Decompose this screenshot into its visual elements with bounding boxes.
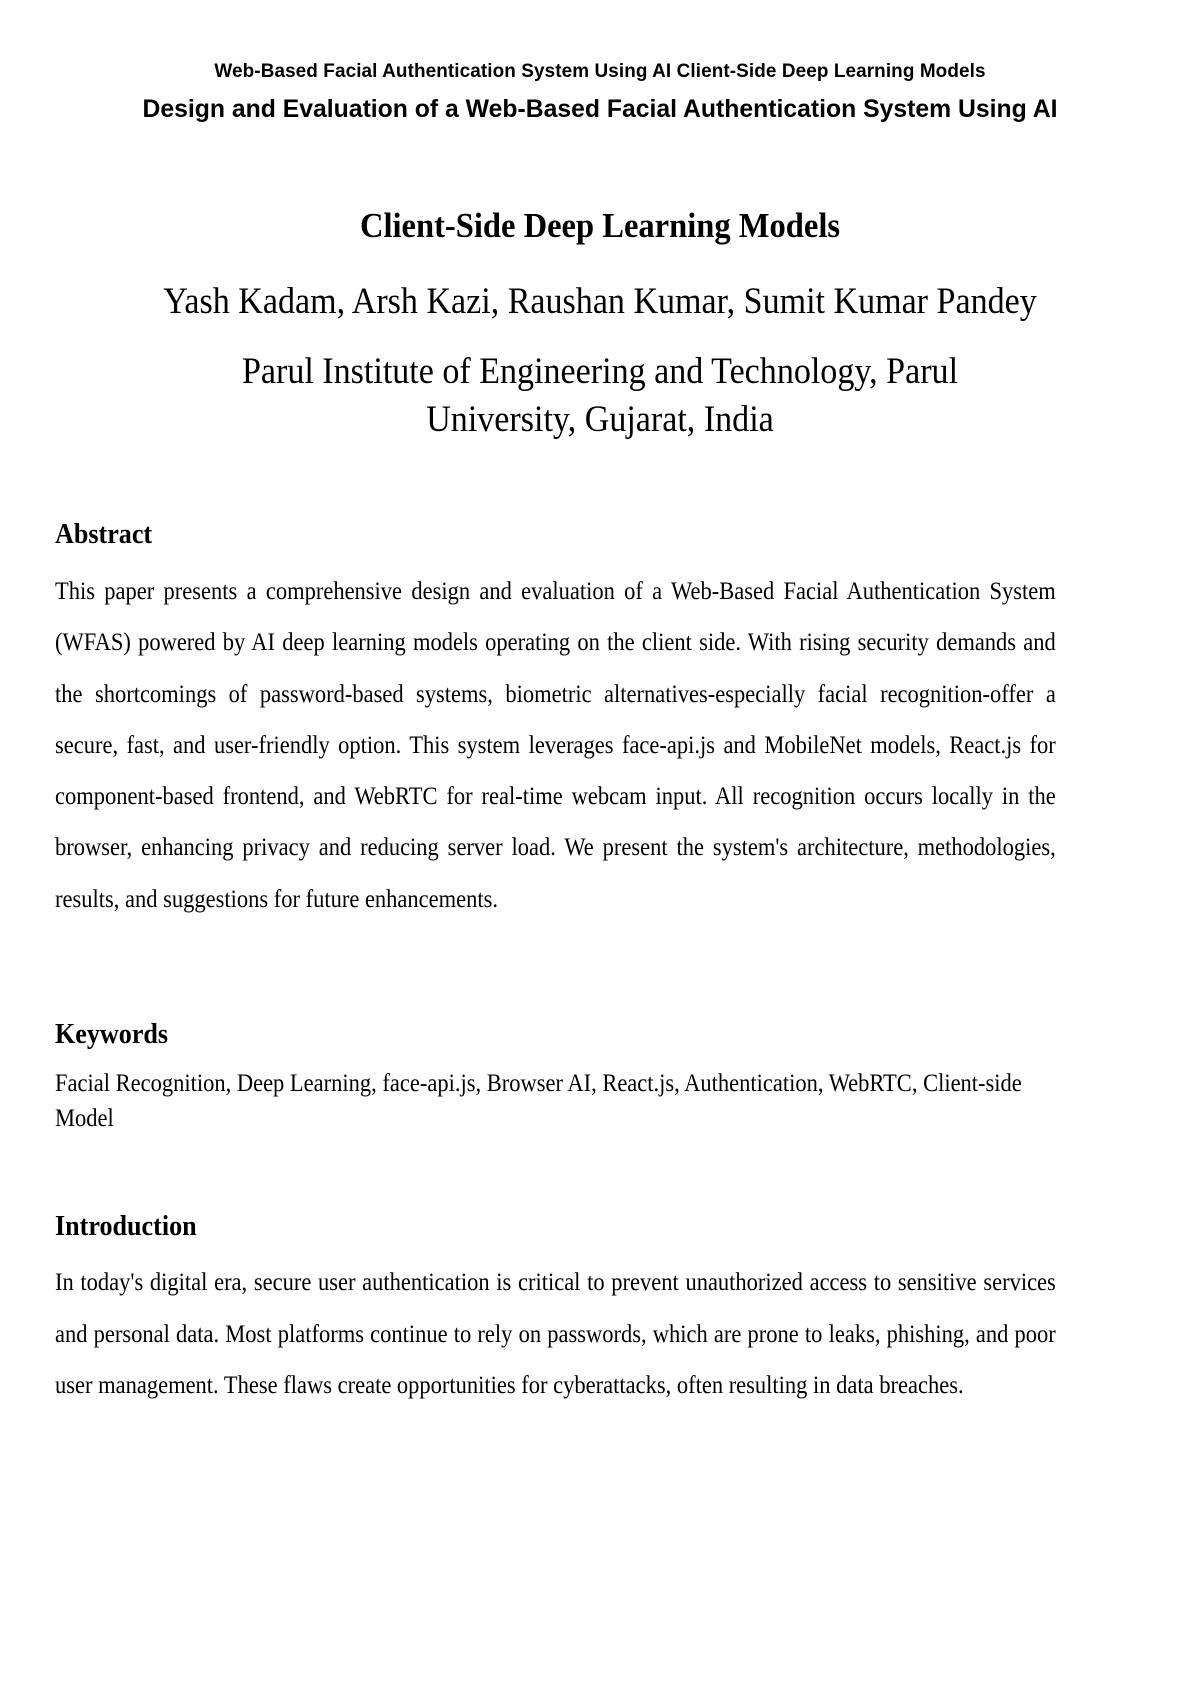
keywords-body: Facial Recognition, Deep Learning, face-api.js, Browser AI, React.js, Authentication, WebRTC, Client-side Model [55,1069,1022,1133]
page-header [0,0,1200,126]
introduction-heading: Introduction [55,1209,197,1242]
keywords-heading: Keywords [55,1017,169,1050]
section-introduction [55,1209,1055,1412]
introduction-body: In today's digital era, secure user authentication is critical to prevent unauthorized access to sensitive services and personal data. Most platforms continue to rely on passwords, which are prone to leaks, phishing, and poor user management. These flaws create opportunities for cyberattacks, often resulting in data breaches. [55,1269,1056,1399]
section-abstract [55,517,1055,925]
document-title-line-1: Design and Evaluation of a Web-Based Facial Authentication System Using AI [142,95,1058,124]
document-title-line-2: Client-Side Deep Learning Models [359,205,841,245]
affiliation: Parul Institute of Engineering and Technology, Parul University, Gujarat, India [241,350,959,441]
body-column [0,517,1200,1411]
abstract-body: This paper presents a comprehensive design and evaluation of a Web-Based Facial Authentication System (WFAS) powered by AI deep learning models operating on the client side. With rising security demands and the shortcomings of password-based systems, biometric alternatives-especially facial recognition-offer a secure, fast, and user-friendly option. This system leverages face-api.js and MobileNet models, React.js for component-based frontend, and WebRTC for real-time webcam input. All recognition occurs locally in the browser, enhancing privacy and reducing server load. We present the system's architecture, methodologies, results, and suggestions for future enhancements. [55,578,1056,913]
running-head: Web-Based Facial Authentication System Using AI Client-Side Deep Learning Models [214,60,986,82]
abstract-heading: Abstract [55,518,153,551]
section-keywords [55,1017,1055,1137]
author-list: Yash Kadam, Arsh Kazi, Raushan Kumar, Sumit Kumar Pandey [163,280,1037,322]
